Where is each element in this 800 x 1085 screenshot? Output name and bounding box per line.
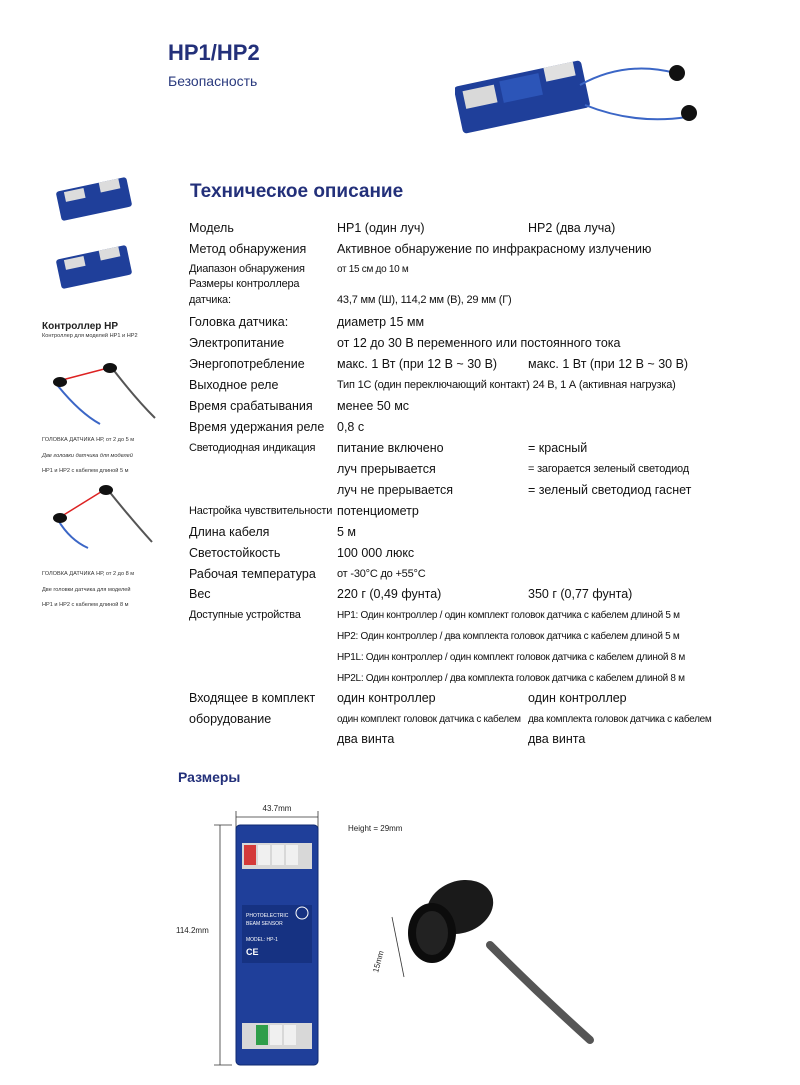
spec-value: HP1: Один контроллер / один комплект головок датчика с кабелем длиной 5 м (337, 610, 680, 621)
spec-row-method (0, 239, 800, 260)
spec-value: один контроллер (337, 691, 436, 705)
spec-row-relay (0, 375, 800, 396)
width-label: 43.7mm (262, 804, 292, 813)
spec-label: Вес (189, 587, 211, 601)
spec-label: Входящее в комплект (189, 691, 316, 705)
spec-row-led-3 (0, 480, 800, 501)
spec-label: Энергопотребление (189, 357, 305, 371)
spec-value: 0,8 с (337, 420, 365, 434)
spec-row-led (0, 438, 800, 459)
spec-row-included-2 (0, 709, 800, 730)
spec-row-led-2 (0, 459, 800, 480)
spec-label: Рабочая температура (189, 567, 316, 581)
sensor-caption-1a: ГОЛОВКА ДАТЧИКА НР, от 2 до 5 м (42, 437, 135, 443)
spec-row-devices (0, 605, 800, 626)
spec-value-2: = зеленый светодиод гаснет (528, 483, 692, 497)
spec-label: Размеры контроллера (189, 278, 300, 290)
spec-row-hold (0, 417, 800, 438)
spec-value-2: 350 г (0,77 фунта) (528, 587, 633, 601)
spec-label: датчика: (189, 294, 231, 306)
spec-value: потенциометр (337, 504, 419, 518)
spec-row-devices-3 (0, 647, 800, 668)
depth-label: Height = 29mm (348, 824, 403, 833)
sensor-caption-2a: ГОЛОВКА ДАТЧИКА НР, от 2 до 8 м (42, 571, 135, 577)
spec-row-consumption (0, 354, 800, 375)
spec-row-power (0, 333, 800, 354)
spec-row-head (0, 312, 800, 333)
spec-label: оборудование (189, 712, 272, 726)
height-dimension (176, 825, 232, 1065)
spec-value: луч прерывается (337, 462, 436, 476)
spec-value: HP2L: Один контроллер / два комплекта головок датчика с кабелем длиной 8 м (337, 673, 685, 684)
spec-label: Длина кабеля (189, 525, 270, 539)
spec-value: от 12 до 30 В переменного или постоянного тока (337, 336, 621, 350)
spec-row-included-3 (0, 729, 800, 750)
spec-title: Техническое описание (190, 181, 404, 202)
spec-label: Модель (189, 221, 234, 235)
dimensions-heading: Размеры (178, 769, 241, 785)
spec-value: диаметр 15 мм (337, 315, 425, 329)
spec-label: Диапазон обнаружения (189, 263, 305, 275)
hero-controller (455, 60, 591, 134)
head-diameter-dimension (371, 917, 404, 977)
sensor-caption-2c: HP1 и HP2 с кабелем длиной 8 м (42, 602, 129, 608)
spec-value: два винта (337, 732, 395, 746)
controller-caption: Контроллер для моделей HP1 и HP2 (42, 333, 138, 339)
spec-row-devices-4 (0, 668, 800, 689)
hero-sensor-head-1 (669, 65, 685, 81)
product-hero-image (455, 55, 710, 140)
spec-label: Метод обнаружения (189, 242, 307, 256)
spec-label: Светостойкость (189, 546, 281, 560)
hero-sensor-head-2 (681, 105, 697, 121)
dimensions-drawing (160, 795, 720, 1080)
head-label: 15mm (371, 949, 386, 974)
spec-value: менее 50 мс (337, 399, 410, 413)
spec-label: Электропитание (189, 336, 285, 350)
device-text-2: BEAM SENSOR (246, 921, 283, 927)
spec-value: HP1L: Один контроллер / один комплект головок датчика с кабелем длиной 8 м (337, 652, 685, 663)
spec-row-sensitivity (0, 501, 800, 522)
spec-label: Время срабатывания (189, 399, 313, 413)
spec-label: Светодиодная индикация (189, 442, 316, 454)
spec-value-2: два винта (528, 732, 586, 746)
spec-value: от 15 см до 10 м (337, 264, 409, 275)
spec-row-included (0, 688, 800, 709)
spec-label: Выходное реле (189, 378, 279, 392)
spec-value-2: макс. 1 Вт (при 12 В ~ 30 В) (528, 357, 689, 371)
spec-value: HP2: Один контроллер / два комплекта головок датчика с кабелем длиной 5 м (337, 631, 680, 642)
spec-row-light (0, 543, 800, 564)
spec-value: Активное обнаружение по инфракрасному излучению (337, 242, 652, 256)
page-subtitle: Безопасность (168, 73, 258, 89)
spec-value-2: два комплекта головок датчика с кабелем (528, 714, 712, 725)
page-title: HP1/HP2 (168, 40, 260, 65)
spec-row-weight (0, 584, 800, 605)
spec-label: Настройка чувствительности (189, 505, 333, 517)
spec-row-size (0, 290, 800, 311)
spec-value: один комплект головок датчика с кабелем (337, 714, 521, 725)
sensor-caption-1c: HP1 и HP2 с кабелем длиной 5 м (42, 468, 129, 474)
device-text-1: PHOTOELECTRIC (246, 913, 289, 919)
spec-row-model (0, 218, 800, 239)
spec-value-2: = красный (528, 441, 588, 455)
sensor-caption-1b: Две головки датчика для моделей (42, 453, 133, 459)
sensor-caption-2b: Две головки датчика для моделей (42, 587, 131, 593)
spec-row-response (0, 396, 800, 417)
spec-value: HP1 (один луч) (337, 221, 425, 235)
spec-value: от -30°C до +55°C (337, 568, 426, 580)
spec-label: Время удержания реле (189, 420, 325, 434)
device-ce-mark: CE (246, 947, 259, 957)
controller-device-drawing (236, 825, 318, 1065)
controller-label: Контроллер HP (42, 321, 119, 332)
spec-label: Доступные устройства (189, 609, 301, 621)
spec-value: Тип 1С (один переключающий контакт) 24 В, 1 А (активная нагрузка) (337, 379, 676, 391)
spec-row-cable (0, 522, 800, 543)
sensor-head-drawing (408, 871, 590, 1040)
device-model: MODEL: HP-1 (246, 937, 278, 943)
spec-value: 43,7 мм (Ш), 114,2 мм (В), 29 мм (Г) (337, 294, 512, 306)
spec-value-2: HP2 (два луча) (528, 221, 616, 235)
spec-row-temp (0, 564, 800, 585)
spec-value: 220 г (0,49 фунта) (337, 587, 442, 601)
spec-value: 5 м (337, 525, 357, 539)
spec-value: 100 000 люкс (337, 546, 415, 560)
controller-image-1 (54, 174, 134, 224)
height-label: 114.2mm (176, 926, 209, 935)
spec-row-devices-2 (0, 626, 800, 647)
spec-value: питание включено (337, 441, 444, 455)
spec-value-2: один контроллер (528, 691, 627, 705)
spec-value: луч не прерывается (337, 483, 454, 497)
spec-value: макс. 1 Вт (при 12 В ~ 30 В) (337, 357, 498, 371)
spec-label: Головка датчика: (189, 315, 289, 329)
spec-value-2: = загорается зеленый светодиод (528, 463, 689, 475)
